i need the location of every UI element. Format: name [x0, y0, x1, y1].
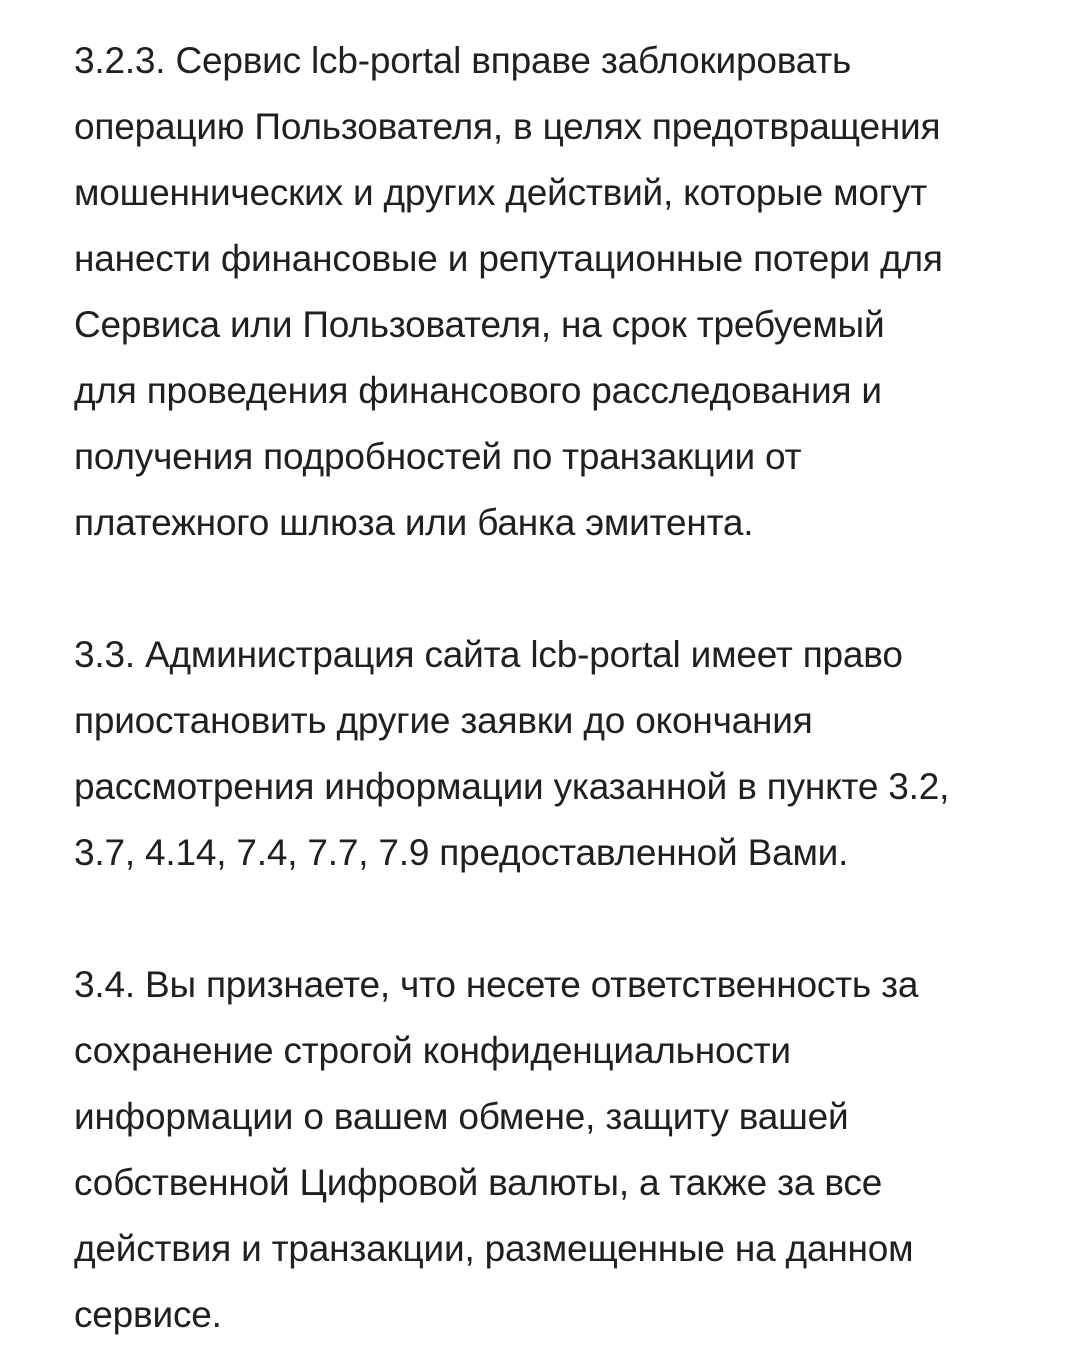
- paragraph-3-4: [74, 952, 1040, 1348]
- text-line: Сервиса или Пользователя, на срок требуемый: [74, 304, 885, 345]
- text-line: для проведения финансового расследования и: [74, 370, 882, 411]
- text-line: рассмотрения информации указанной в пункте 3.2,: [74, 766, 950, 807]
- text-line: операцию Пользователя, в целях предотвращения: [74, 106, 941, 147]
- text-line: собственной Цифровой валюты, а также за все: [74, 1162, 883, 1203]
- text-line: нанести финансовые и репутационные потери для: [74, 238, 943, 279]
- text-line: действия и транзакции, размещенные на данном: [74, 1228, 914, 1269]
- text-line: мошеннических и других действий, которые могут: [74, 172, 928, 213]
- text-line: 3.7, 4.14, 7.4, 7.7, 7.9 предоставленной Вами.: [74, 832, 849, 873]
- text-line: информации о вашем обмене, защиту вашей: [74, 1096, 849, 1137]
- text-line: платежного шлюза или банка эмитента.: [74, 502, 754, 543]
- paragraph-spacer: [74, 556, 1040, 622]
- text-line: 3.3. Администрация сайта lcb-portal имеет право: [74, 634, 903, 675]
- text-line: 3.2.3. Сервис lcb-portal вправе заблокировать: [74, 40, 852, 81]
- text-line: 3.4. Вы признаете, что несете ответственность за: [74, 964, 919, 1005]
- paragraph-spacer: [74, 886, 1040, 952]
- paragraph-3-3: [74, 622, 1040, 886]
- text-line: сервисе.: [74, 1294, 222, 1335]
- text-line: получения подробностей по транзакции от: [74, 436, 802, 477]
- paragraph-3-2-3: [74, 28, 1040, 556]
- text-line: приостановить другие заявки до окончания: [74, 700, 813, 741]
- text-line: сохранение строгой конфиденциальности: [74, 1030, 791, 1071]
